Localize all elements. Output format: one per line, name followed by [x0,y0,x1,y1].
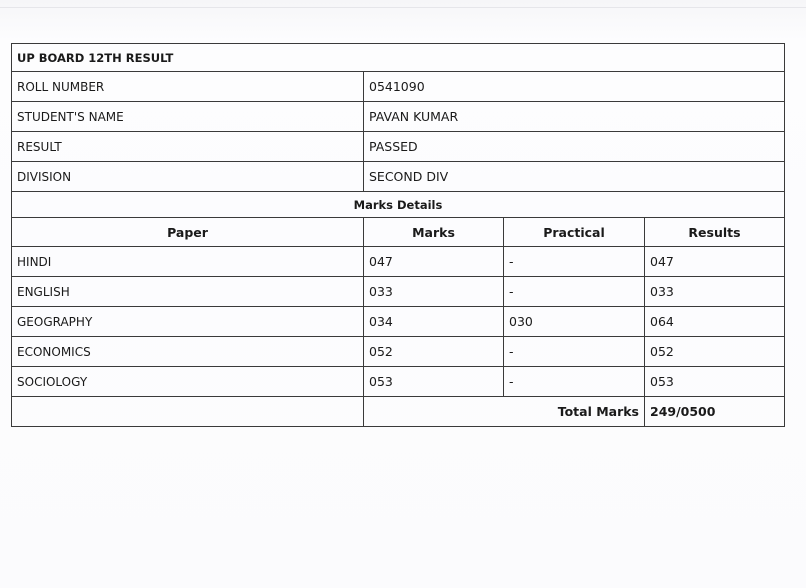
paper-practical: - [504,247,645,277]
paper-result: 052 [645,337,785,367]
paper-practical: - [504,367,645,397]
column-header-results: Results [645,218,785,247]
table-row [12,367,785,397]
column-header-paper: Paper [12,218,364,247]
paper-marks: 052 [364,337,504,367]
paper-result: 047 [645,247,785,277]
result-title: UP BOARD 12TH RESULT [12,44,785,72]
info-row-student-name [12,102,785,132]
info-value: PAVAN KUMAR [364,102,785,132]
paper-name: ENGLISH [12,277,364,307]
paper-result: 064 [645,307,785,337]
paper-name: ECONOMICS [12,337,364,367]
info-row-division [12,162,785,192]
table-row [12,247,785,277]
paper-practical: - [504,337,645,367]
info-value: 0541090 [364,72,785,102]
marks-header-row [12,218,785,247]
total-marks-value: 249/0500 [645,397,785,427]
info-label: RESULT [12,132,364,162]
table-row [12,307,785,337]
info-label: ROLL NUMBER [12,72,364,102]
info-value: PASSED [364,132,785,162]
info-value: SECOND DIV [364,162,785,192]
paper-marks: 047 [364,247,504,277]
paper-name: GEOGRAPHY [12,307,364,337]
paper-marks: 033 [364,277,504,307]
paper-marks: 053 [364,367,504,397]
info-label: DIVISION [12,162,364,192]
total-marks-label: Total Marks [364,397,645,427]
total-row [12,397,785,427]
paper-practical: - [504,277,645,307]
info-row-roll-number [12,72,785,102]
paper-result: 033 [645,277,785,307]
table-row [12,337,785,367]
table-row [12,277,785,307]
paper-practical: 030 [504,307,645,337]
result-table [11,43,785,427]
info-label: STUDENT'S NAME [12,102,364,132]
info-row-result [12,132,785,162]
paper-name: SOCIOLOGY [12,367,364,397]
result-title-row [12,44,785,72]
scan-edge [0,7,806,8]
total-empty-cell [12,397,364,427]
paper-marks: 034 [364,307,504,337]
paper-name: HINDI [12,247,364,277]
paper-result: 053 [645,367,785,397]
marks-section-row [12,192,785,218]
marks-section-title: Marks Details [12,192,785,218]
column-header-marks: Marks [364,218,504,247]
column-header-practical: Practical [504,218,645,247]
